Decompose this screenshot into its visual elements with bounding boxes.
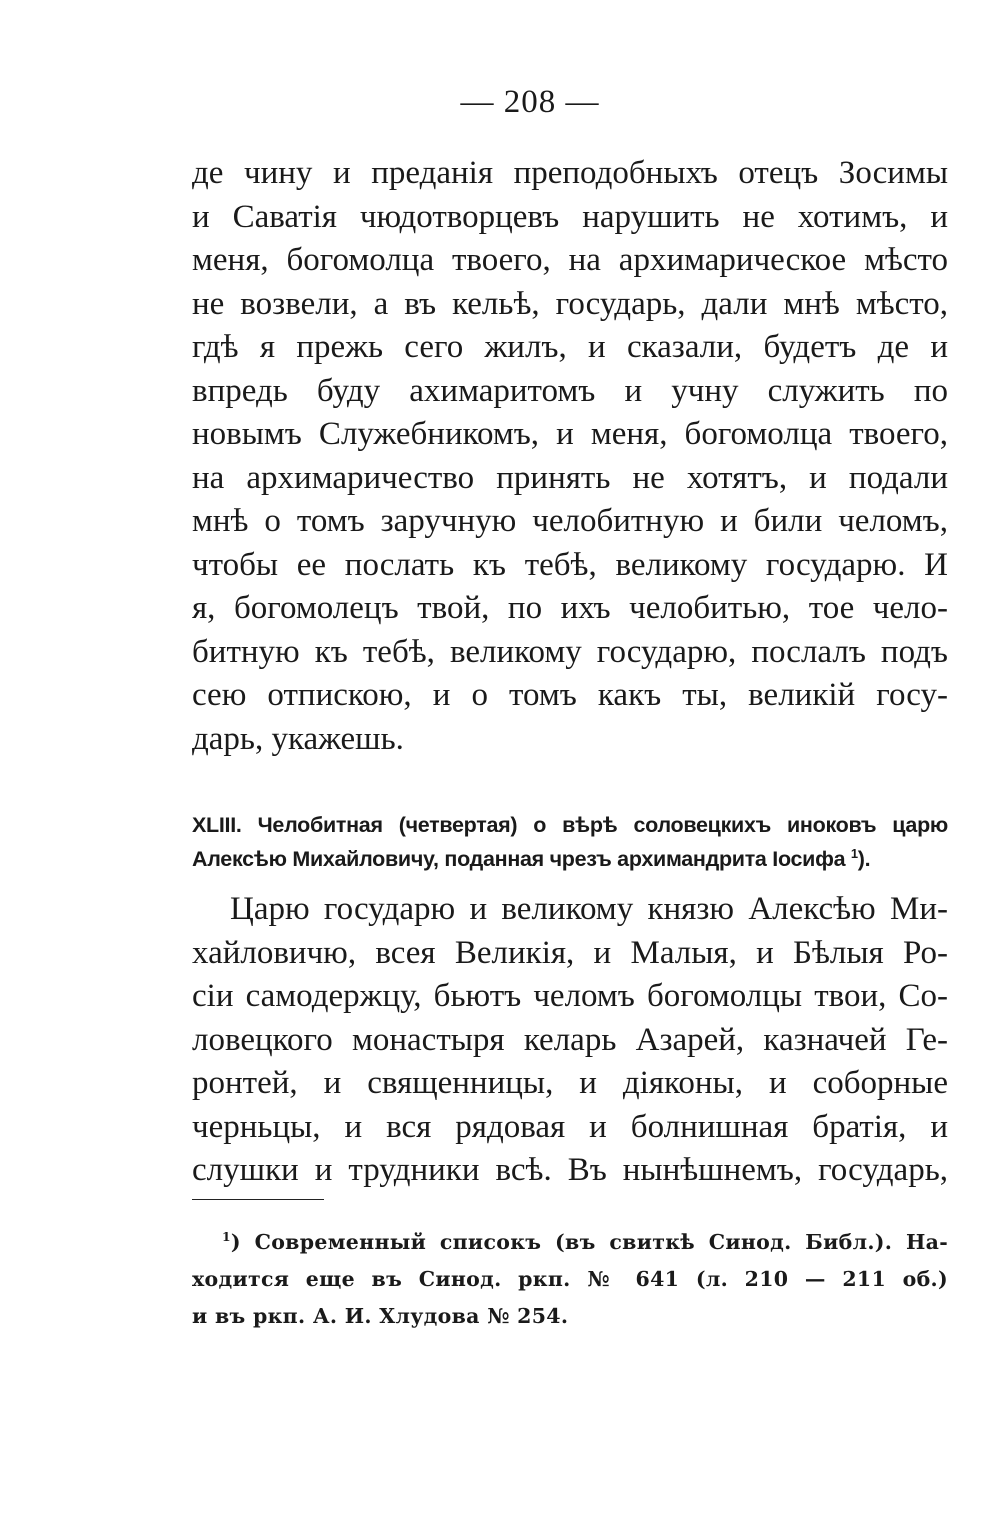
section-heading: [192, 808, 948, 876]
footnote-divider: [192, 1199, 324, 1200]
text-line: и Саватія чюдотворцевъ нарушить не хотимъ, и: [192, 198, 948, 235]
text-line: де чину и преданія преподобныхъ отецъ Зосимы: [192, 155, 948, 191]
text-line: хайловичю, всея Великія, и Малыя, и Бѣлыя Ро-: [192, 934, 948, 971]
text-line: черньцы, и вся рядовая и болнишная братія, и: [192, 1108, 948, 1145]
text-line: впредь буду ахимаритомъ и учну служить по: [192, 372, 948, 409]
footnote: [192, 1224, 948, 1335]
footnote-line: ходится еще въ Синод. ркп. № 641 (л. 210 — 211 об.): [192, 1267, 948, 1291]
heading-line-text: Алексѣю Михайловичу, поданная чрезъ архимандрита Іосифа: [192, 847, 846, 871]
text-line: битную къ тебѣ, великому государю, послалъ подъ: [192, 633, 948, 670]
text-line: новымъ Служебникомъ, и меня, богомолца твоего,: [192, 416, 948, 452]
footnote-reference[interactable]: 1: [850, 845, 858, 861]
heading-line: XLIII. Челобитная (четвертая) о вѣрѣ соловецкихъ иноковъ царю: [192, 813, 948, 837]
text-line: дарь, укажешь.: [192, 720, 404, 757]
footnote-marker: 1: [222, 1229, 231, 1245]
text-line: Царю государю и великому князю Алексѣю Ми-: [230, 891, 948, 927]
text-line: на архимаричество принять не хотятъ, и подали: [192, 459, 948, 496]
text-line: я, богомолецъ твой, по ихъ челобитью, тое чело-: [192, 590, 948, 626]
text-line: ронтей, и священницы, и діяконы, и соборные: [192, 1065, 948, 1101]
heading-line-end: ).: [857, 847, 871, 871]
text-line: сіи самодержцу, бьютъ челомъ богомолцы твои, Со-: [192, 978, 948, 1014]
petition-paragraph: [192, 888, 948, 1193]
footnote-line-text: ) Современный списокъ (въ свиткѣ Синод. Библ.). На-: [230, 1230, 948, 1254]
text-line: сею отпискою, и о томъ какъ ты, великій госу-: [192, 677, 948, 713]
text-line: гдѣ я прежь сего жилъ, и сказали, будетъ де и: [192, 329, 948, 365]
page-number: — 208 —: [460, 84, 600, 120]
text-line: слушки и трудники всѣ. Въ нынѣшнемъ, государь,: [192, 1152, 948, 1188]
footnote-line: и въ ркп. А. И. Хлудова № 254.: [192, 1304, 569, 1328]
text-line: мнѣ о томъ заручную челобитную и били челомъ,: [192, 503, 948, 539]
heading-line: [192, 842, 948, 876]
text-line: ловецкого монастыря келарь Азарей, казначей Ге-: [192, 1021, 948, 1058]
text-line: меня, богомолца твоего, на архимарическое мѣсто: [192, 242, 948, 278]
footnote-line: [192, 1224, 948, 1261]
text-line: чтобы ее послать къ тебѣ, великому государю. И: [192, 546, 948, 583]
text-line: не возвели, а въ кельѣ, государь, дали мнѣ мѣсто,: [192, 285, 948, 322]
paragraph-continued: [192, 152, 948, 761]
